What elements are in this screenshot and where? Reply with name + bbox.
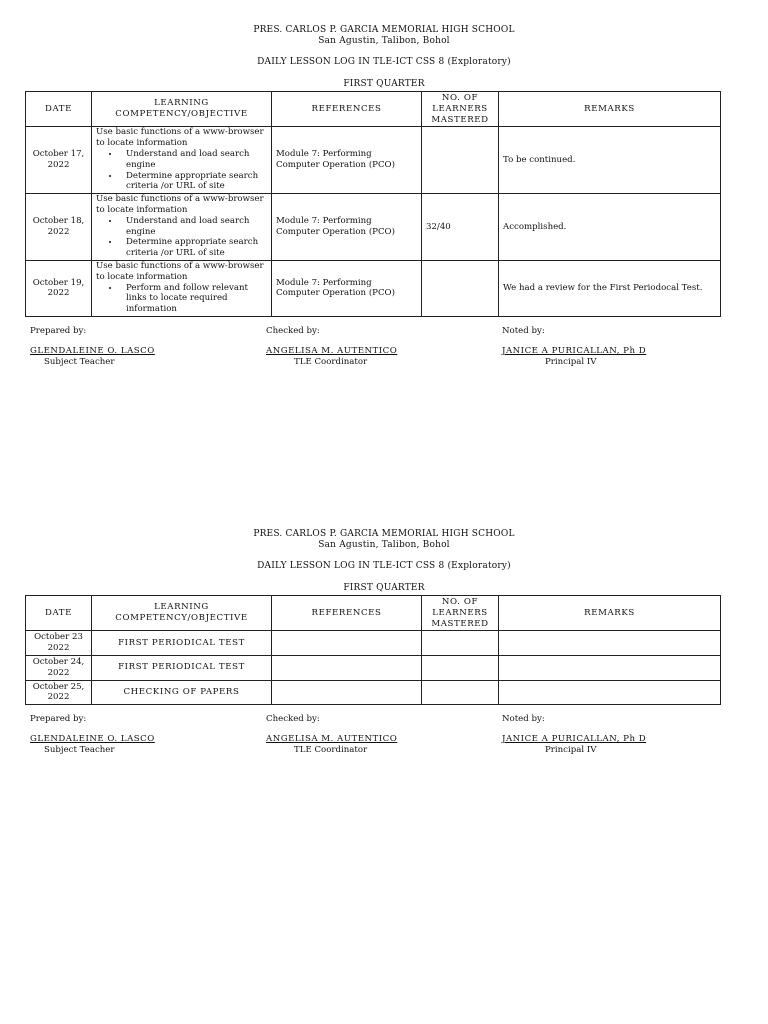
log-title: DAILY LESSON LOG IN TLE-ICT CSS 8 (Exploratory) bbox=[257, 561, 511, 571]
remarks-cell bbox=[499, 680, 721, 705]
remarks-cell bbox=[499, 655, 721, 680]
lesson-log-1 bbox=[0, 25, 768, 366]
competency-cell: Use basic functions of a www-browser to locate information • Perform and follow relevant links to locate required information bbox=[92, 260, 272, 316]
objective-item: • Understand and load search engine bbox=[120, 149, 267, 171]
header-date: DATE bbox=[26, 596, 92, 631]
mastered-cell bbox=[422, 680, 499, 705]
reference-cell: Module 7: Performing Computer Operation (PCO) bbox=[272, 127, 422, 194]
prepared-position: Subject Teacher bbox=[44, 745, 115, 756]
checked-label: Checked by: bbox=[266, 714, 320, 725]
prepared-position: Subject Teacher bbox=[44, 356, 115, 367]
table-row bbox=[26, 260, 721, 316]
objective-item: • Understand and load search engine bbox=[120, 216, 267, 238]
signature-block bbox=[0, 714, 768, 754]
checked-by bbox=[266, 326, 466, 368]
table-row bbox=[26, 127, 721, 194]
lesson-log-2 bbox=[0, 529, 768, 754]
mastered-cell bbox=[422, 260, 499, 316]
log-title: DAILY LESSON LOG IN TLE-ICT CSS 8 (Exploratory) bbox=[257, 57, 511, 67]
noted-label: Noted by: bbox=[502, 325, 545, 336]
header-mastered: NO. OF LEARNERS MASTERED bbox=[422, 596, 499, 631]
competency-cell: Use basic functions of a www-browser to locate information • Understand and load search engine • Determine appropriate search criteria /or URL of site bbox=[92, 127, 272, 194]
header-remarks: REMARKS bbox=[499, 92, 721, 127]
remarks-cell: To be continued. bbox=[499, 127, 721, 194]
school-name: PRES. CARLOS P. GARCIA MEMORIAL HIGH SCHOOL bbox=[253, 25, 515, 35]
date-cell: October 25, 2022 bbox=[26, 680, 92, 705]
mastered-cell bbox=[422, 127, 499, 194]
noted-by bbox=[502, 714, 702, 756]
quarter-label: FIRST QUARTER bbox=[343, 582, 425, 593]
signature-block bbox=[0, 326, 768, 366]
header-references: REFERENCES bbox=[272, 92, 422, 127]
prepared-label: Prepared by: bbox=[30, 325, 87, 336]
table-row bbox=[26, 631, 721, 656]
reference-cell bbox=[272, 631, 422, 656]
prepared-by bbox=[30, 326, 230, 368]
noted-name: JANICE A PURICALLAN, Ph D bbox=[502, 345, 647, 356]
reference-cell: Module 7: Performing Computer Operation (PCO) bbox=[272, 194, 422, 261]
objective-list bbox=[96, 216, 267, 259]
date-cell: October 24, 2022 bbox=[26, 655, 92, 680]
prepared-by bbox=[30, 714, 230, 756]
lesson-table bbox=[25, 91, 721, 317]
table-header-row bbox=[26, 92, 721, 127]
lesson-table bbox=[25, 595, 721, 705]
reference-cell bbox=[272, 655, 422, 680]
header-date: DATE bbox=[26, 92, 92, 127]
date-cell: October 23 2022 bbox=[26, 631, 92, 656]
header-mastered: NO. OF LEARNERS MASTERED bbox=[422, 92, 499, 127]
noted-label: Noted by: bbox=[502, 714, 545, 725]
noted-name: JANICE A PURICALLAN, Ph D bbox=[502, 734, 647, 745]
table-header-row bbox=[26, 596, 721, 631]
date-cell: October 18, 2022 bbox=[26, 194, 92, 261]
date-cell: October 19, 2022 bbox=[26, 260, 92, 316]
date-cell: October 17, 2022 bbox=[26, 127, 92, 194]
objective-item: • Determine appropriate search criteria /or URL of site bbox=[120, 171, 267, 193]
prepared-name: GLENDALEINE O. LASCO bbox=[30, 345, 155, 356]
school-address: San Agustin, Talibon, Bohol bbox=[318, 539, 450, 550]
objective-item: • Perform and follow relevant links to locate required information bbox=[120, 283, 267, 315]
header-competency: LEARNING COMPETENCY/OBJECTIVE bbox=[92, 92, 272, 127]
table-row bbox=[26, 680, 721, 705]
reference-cell bbox=[272, 680, 422, 705]
competency-cell: Use basic functions of a www-browser to locate information • Understand and load search engine • Determine appropriate search criteria /or URL of site bbox=[92, 194, 272, 261]
remarks-cell: We had a review for the First Periodocal Test. bbox=[499, 260, 721, 316]
remarks-cell: Accomplished. bbox=[499, 194, 721, 261]
activity-cell: CHECKING OF PAPERS bbox=[92, 680, 272, 705]
objective-item: • Determine appropriate search criteria /or URL of site bbox=[120, 237, 267, 259]
checked-label: Checked by: bbox=[266, 325, 320, 336]
checked-name: ANGELISA M. AUTENTICO bbox=[266, 734, 398, 745]
header-remarks: REMARKS bbox=[499, 596, 721, 631]
school-name: PRES. CARLOS P. GARCIA MEMORIAL HIGH SCHOOL bbox=[253, 529, 515, 539]
noted-position: Principal IV bbox=[545, 745, 597, 756]
school-address: San Agustin, Talibon, Bohol bbox=[318, 35, 450, 46]
checked-name: ANGELISA M. AUTENTICO bbox=[266, 345, 398, 356]
mastered-cell bbox=[422, 631, 499, 656]
checked-position: TLE Coordinator bbox=[294, 356, 368, 367]
activity-cell: FIRST PERIODICAL TEST bbox=[92, 631, 272, 656]
noted-by bbox=[502, 326, 702, 368]
mastered-cell bbox=[422, 655, 499, 680]
noted-position: Principal IV bbox=[545, 356, 597, 367]
header-competency: LEARNING COMPETENCY/OBJECTIVE bbox=[92, 596, 272, 631]
table-row bbox=[26, 194, 721, 261]
prepared-name: GLENDALEINE O. LASCO bbox=[30, 734, 155, 745]
mastered-cell: 32/40 bbox=[422, 194, 499, 261]
quarter-label: FIRST QUARTER bbox=[343, 78, 425, 89]
reference-cell: Module 7: Performing Computer Operation (PCO) bbox=[272, 260, 422, 316]
activity-cell: FIRST PERIODICAL TEST bbox=[92, 655, 272, 680]
prepared-label: Prepared by: bbox=[30, 714, 87, 725]
objective-list bbox=[96, 283, 267, 315]
table-row bbox=[26, 655, 721, 680]
checked-by bbox=[266, 714, 466, 756]
header-references: REFERENCES bbox=[272, 596, 422, 631]
objective-list bbox=[96, 149, 267, 192]
remarks-cell bbox=[499, 631, 721, 656]
checked-position: TLE Coordinator bbox=[294, 745, 368, 756]
